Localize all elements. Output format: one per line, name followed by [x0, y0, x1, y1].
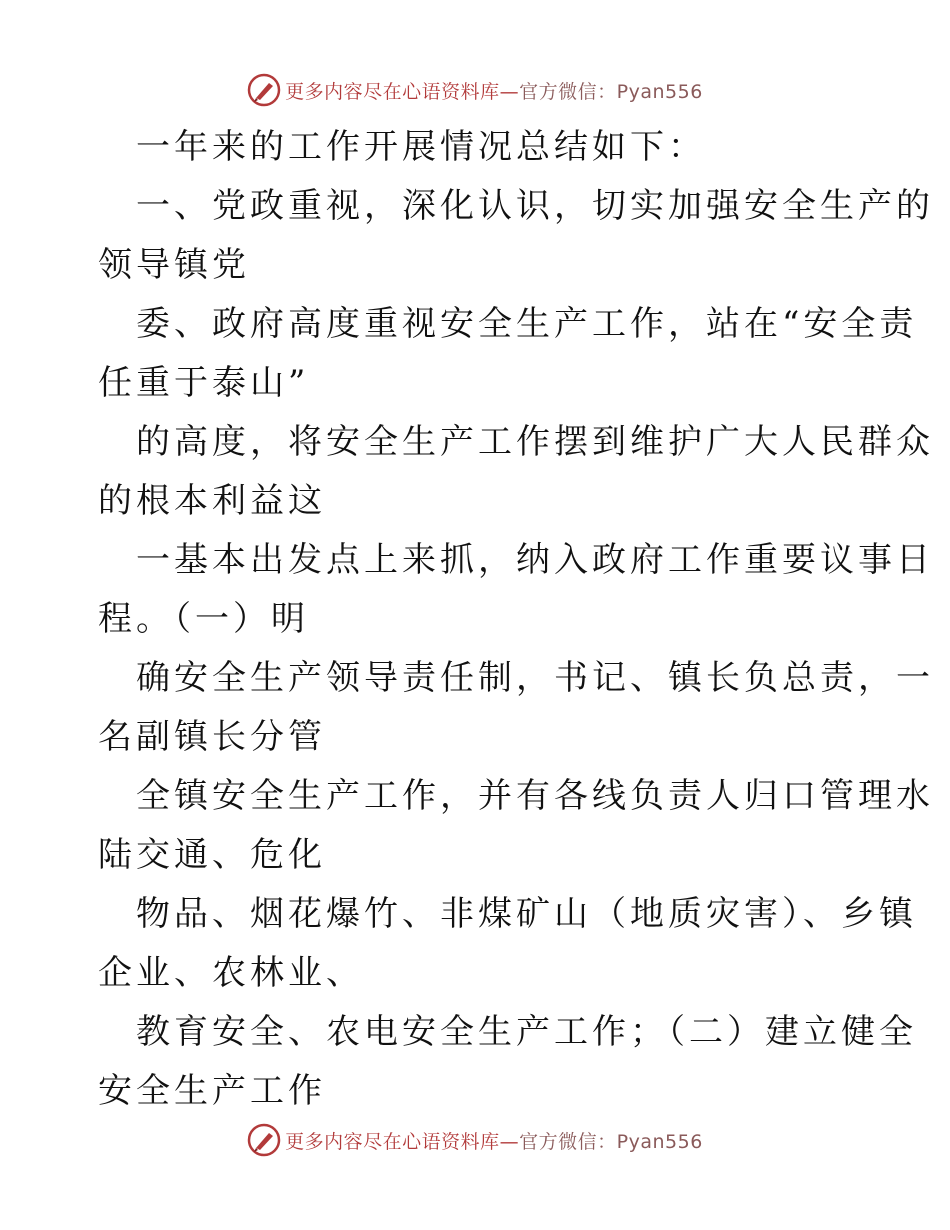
banner-title: 更多内容尽在心语资料库— — [285, 80, 520, 103]
body-line: 任重于泰山” — [98, 363, 310, 403]
body-line: 企业、农林业、 — [98, 953, 364, 993]
body-line: 委、政府高度重视安全生产工作，站在“安全责 — [136, 304, 918, 344]
document-body — [98, 118, 934, 1121]
body-line: 全镇安全生产工作，并有各线负责人归口管理水 — [136, 776, 934, 816]
body-line: 一、党政重视，深化认识，切实加强安全生产的 — [136, 186, 934, 226]
body-line: 物品、烟花爆竹、非煤矿山（地质灾害）、乡镇 — [136, 894, 917, 934]
body-line: 安全生产工作 — [98, 1071, 326, 1111]
body-line: 程。（一）明 — [98, 599, 309, 639]
body-line: 陆交通、危化 — [98, 835, 326, 875]
body-line: 一年来的工作开展情况总结如下： — [136, 127, 706, 167]
body-line: 教育安全、农电安全生产工作；（二）建立健全 — [136, 1012, 917, 1052]
body-line: 一基本出发点上来抓，纳入政府工作重要议事日 — [136, 540, 934, 580]
body-line: 的高度，将安全生产工作摆到维护广大人民群众 — [136, 422, 934, 462]
banner-text — [285, 77, 703, 104]
footer-banner — [0, 1120, 950, 1160]
banner-wechat: 官方微信：Pyan556 — [519, 1130, 703, 1153]
body-line: 确安全生产领导责任制，书记、镇长负总责，一 — [136, 658, 934, 698]
pen-logo-icon — [247, 73, 281, 107]
banner-text — [285, 1127, 703, 1154]
body-line: 名副镇长分管 — [98, 717, 326, 757]
banner-wechat: 官方微信：Pyan556 — [519, 80, 703, 103]
header-banner — [0, 70, 950, 110]
body-line: 领导镇党 — [98, 245, 250, 285]
pen-logo-icon — [247, 1123, 281, 1157]
banner-title: 更多内容尽在心语资料库— — [285, 1130, 520, 1153]
body-line: 的根本利益这 — [98, 481, 326, 521]
